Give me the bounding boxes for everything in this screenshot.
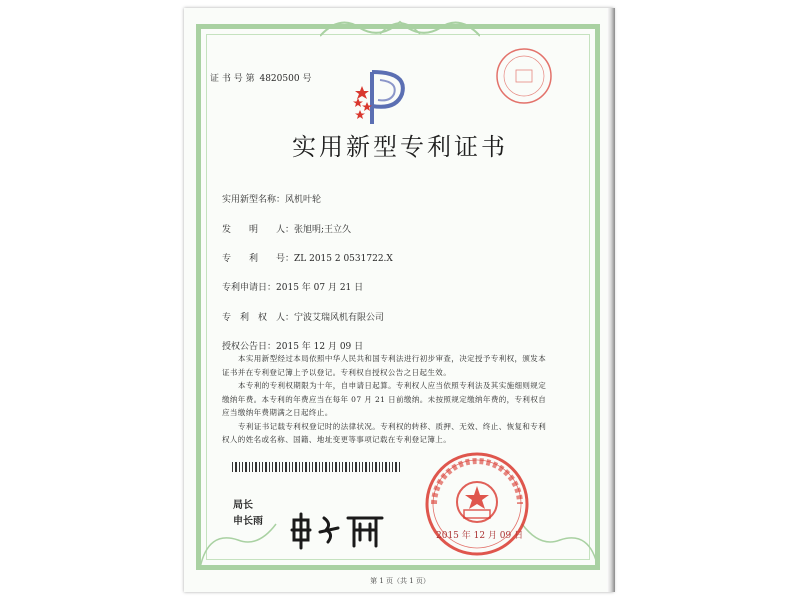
field-label: 发 明 人： (222, 225, 295, 235)
certificate-body-text (222, 352, 552, 447)
director-name: 申长雨 (233, 516, 263, 527)
field-label: 授权公告日： (222, 342, 277, 352)
seal-date: 2015 年 12 月 09 日 (436, 531, 524, 541)
field-value: 风机叶轮 (285, 195, 322, 205)
office-stamp-icon (494, 46, 554, 106)
body-paragraph: 本实用新型经过本局依照中华人民共和国专利法进行初步审查，决定授予专利权，颁发本证书并在专利登记簿上予以登记。专利权自授权公告之日起生效。 (222, 354, 547, 377)
certificate-title: 实用新型专利证书 (292, 133, 508, 161)
field-inventor (222, 222, 351, 235)
corner-ornament-icon (198, 520, 278, 570)
field-grant-date (222, 339, 363, 352)
page-footer: 第 1 页（共 1 页） (370, 577, 430, 585)
body-paragraph: 本专利的专利权期限为十年，自申请日起算。专利权人应当依照专利法及其实施细则规定缴纳年费。本专利的年费应当在每年 07 月 21 日前缴纳。未按照规定缴纳年费的，专利权自应当缴纳年费期满之日起终止。 (222, 381, 547, 417)
field-label: 专 利 号： (222, 254, 295, 264)
official-seal-icon (414, 448, 540, 558)
field-label: 专 利 权 人： (222, 313, 295, 323)
director-role: 局长 (233, 500, 253, 511)
handwritten-signature (288, 510, 388, 550)
field-patentee (222, 310, 384, 323)
field-value: ZL 2015 2 0531722.X (294, 254, 393, 264)
field-label: 实用新型名称： (222, 195, 286, 205)
barcode-icon (232, 462, 402, 472)
certificate-number-value: 4820500 (259, 74, 300, 84)
field-application-date (222, 280, 363, 293)
field-value: 宁波艾瑞风机有限公司 (294, 313, 385, 323)
certificate-number-suffix: 号 (302, 74, 312, 84)
top-ornament-icon (320, 14, 480, 44)
certificate-number (210, 71, 311, 84)
field-value: 张旭明;王立久 (294, 225, 352, 235)
field-utility-model-name (222, 192, 321, 205)
page-edge (607, 8, 615, 592)
certificate-number-label: 证 书 号 第 (210, 74, 255, 84)
body-paragraph: 专利证书记载专利权登记时的法律状况。专利权的转移、质押、无效、终止、恢复和专利权人的姓名或名称、国籍、地址变更等事项记载在专利登记簿上。 (222, 421, 547, 444)
field-value: 2015 年 12 月 09 日 (276, 342, 364, 352)
field-patent-number (222, 251, 393, 264)
field-value: 2015 年 07 月 21 日 (276, 283, 364, 293)
patent-office-logo-icon (350, 66, 412, 128)
field-label: 专利申请日： (222, 283, 277, 293)
